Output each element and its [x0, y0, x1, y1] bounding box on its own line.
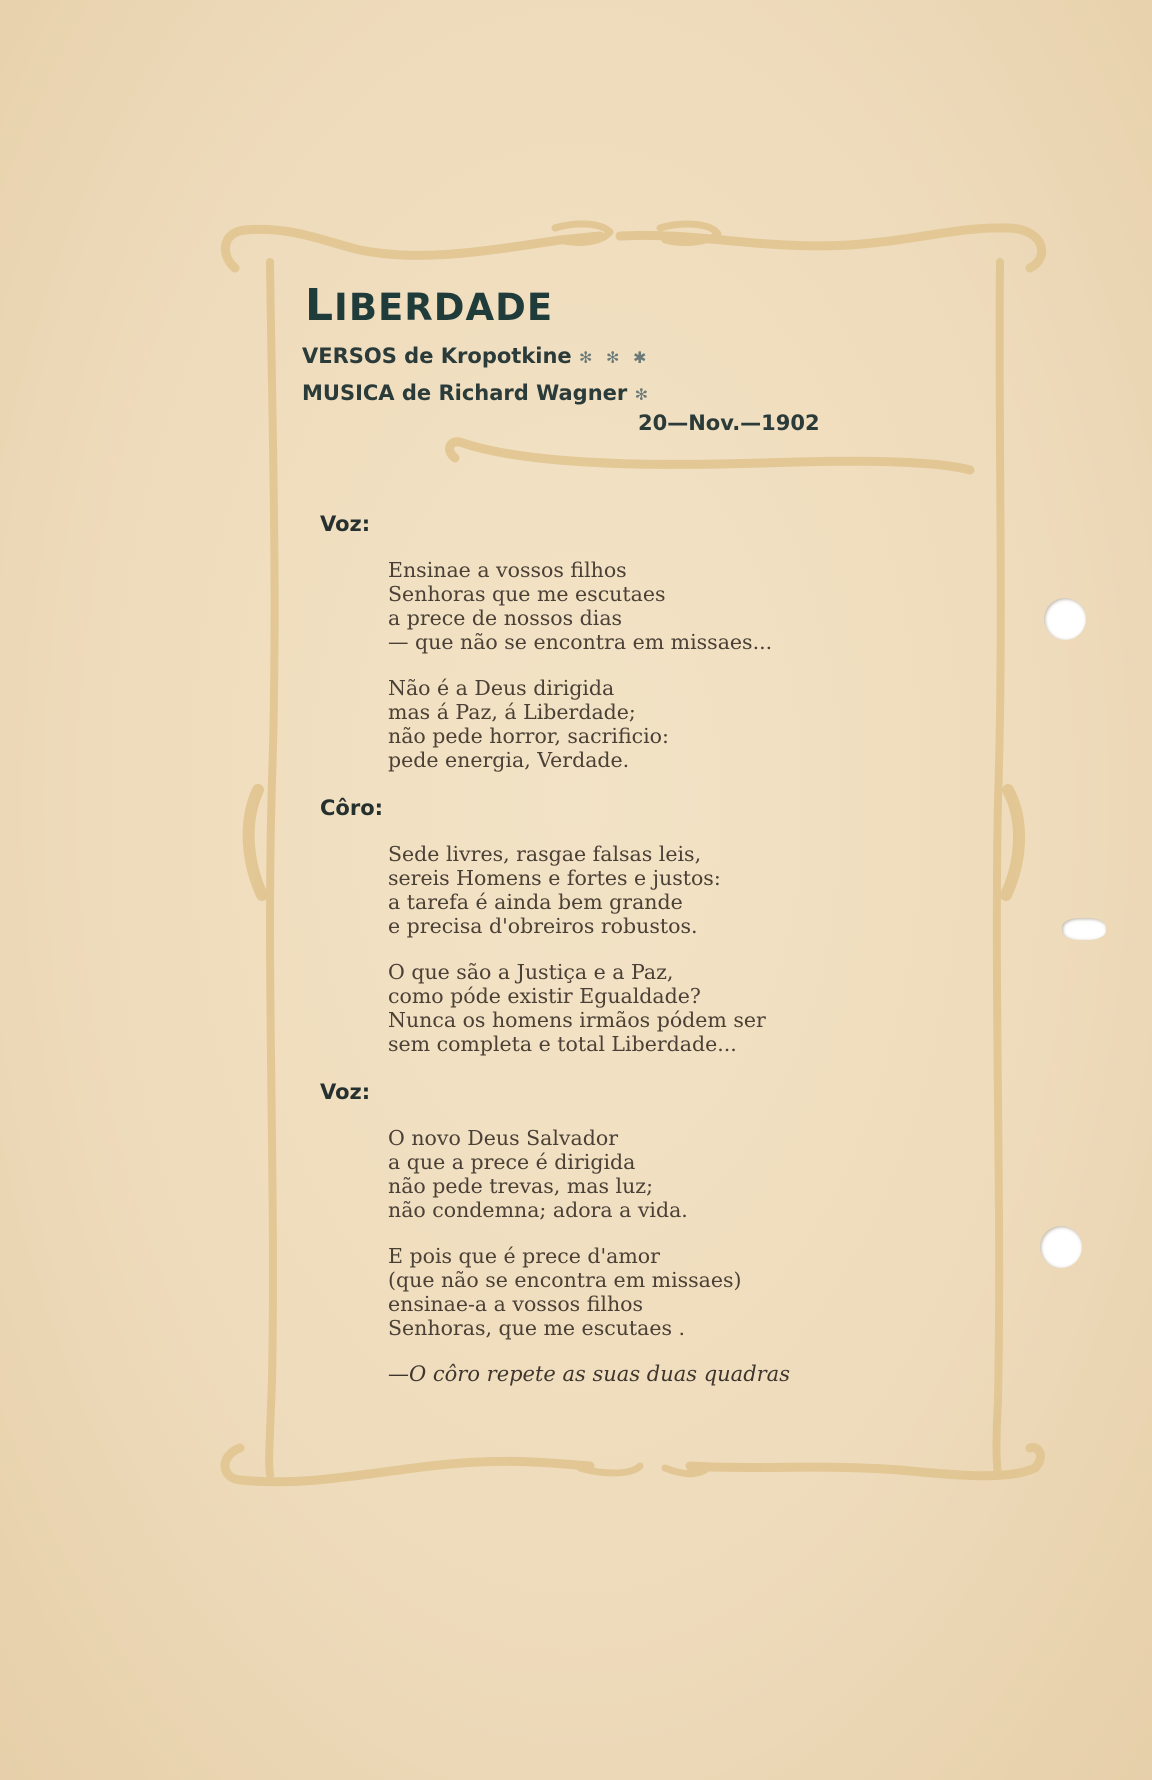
verse-line: não condemna; adora a vida. — [388, 1198, 688, 1222]
stanza — [388, 558, 772, 654]
stanza — [388, 960, 766, 1056]
verse-line: sereis Homens e fortes e justos: — [388, 866, 721, 890]
music-credit-text: MUSICA de Richard Wagner — [302, 381, 628, 405]
music-credit — [302, 381, 652, 405]
stanza — [388, 842, 721, 938]
verse-line: O que são a Justiça e a Paz, — [388, 960, 674, 984]
section-label-voz: Voz: — [320, 1080, 371, 1104]
verse-line: e precisa d'obreiros robustos. — [388, 914, 698, 938]
verse-line: como póde existir Egualdade? — [388, 984, 701, 1008]
verse-line: a prece de nossos dias — [388, 606, 623, 630]
verse-line: pede energia, Verdade. — [388, 748, 630, 772]
stanza — [388, 1126, 688, 1222]
date-line: 20—Nov.—1902 — [638, 411, 820, 435]
verse-line: E pois que é prece d'amor — [388, 1244, 660, 1268]
verse-line: a que a prece é dirigida — [388, 1150, 636, 1174]
verse-line: Senhoras, que me escutaes . — [388, 1316, 686, 1340]
verse-line: não pede trevas, mas luz; — [388, 1174, 653, 1198]
stanza — [388, 1244, 742, 1340]
ornament-star: ✻ — [634, 385, 652, 404]
verse-line: ensinae-a a vossos filhos — [388, 1292, 644, 1316]
section-label-coro: Côro: — [320, 796, 384, 820]
lyrics-credit — [302, 344, 650, 368]
closing-note: —O côro repete as suas duas quadras — [388, 1362, 790, 1386]
verse-line: Não é a Deus dirigida — [388, 676, 615, 700]
verse-line: (que não se encontra em missaes) — [388, 1268, 742, 1292]
punch-hole — [1044, 598, 1086, 640]
verse-line: Nunca os homens irmãos pódem ser — [388, 1008, 766, 1032]
punch-hole — [1062, 918, 1106, 940]
stanza — [388, 676, 669, 772]
title-rest: IBERDADE — [334, 286, 554, 329]
verse-line: Ensinae a vossos filhos — [388, 558, 627, 582]
lyrics-credit-text: VERSOS de Kropotkine — [302, 344, 572, 368]
punch-hole — [1040, 1226, 1082, 1268]
section-label-voz: Voz: — [320, 512, 371, 536]
verse-line: não pede horror, sacrificio: — [388, 724, 669, 748]
verse-line: O novo Deus Salvador — [388, 1126, 619, 1150]
verse-line: sem completa e total Liberdade... — [388, 1032, 737, 1056]
title-initial: L — [305, 280, 335, 331]
verse-line: — que não se encontra em missaes... — [388, 630, 773, 654]
verse-line: Senhoras que me escutaes — [388, 582, 666, 606]
verse-line: Sede livres, rasgae falsas leis, — [388, 842, 702, 866]
song-title — [305, 280, 553, 331]
verse-line: a tarefa é ainda bem grande — [388, 890, 683, 914]
verse-line: mas á Paz, á Liberdade; — [388, 700, 636, 724]
ornament-stars: ✻ ✻ ✱ — [579, 348, 651, 367]
